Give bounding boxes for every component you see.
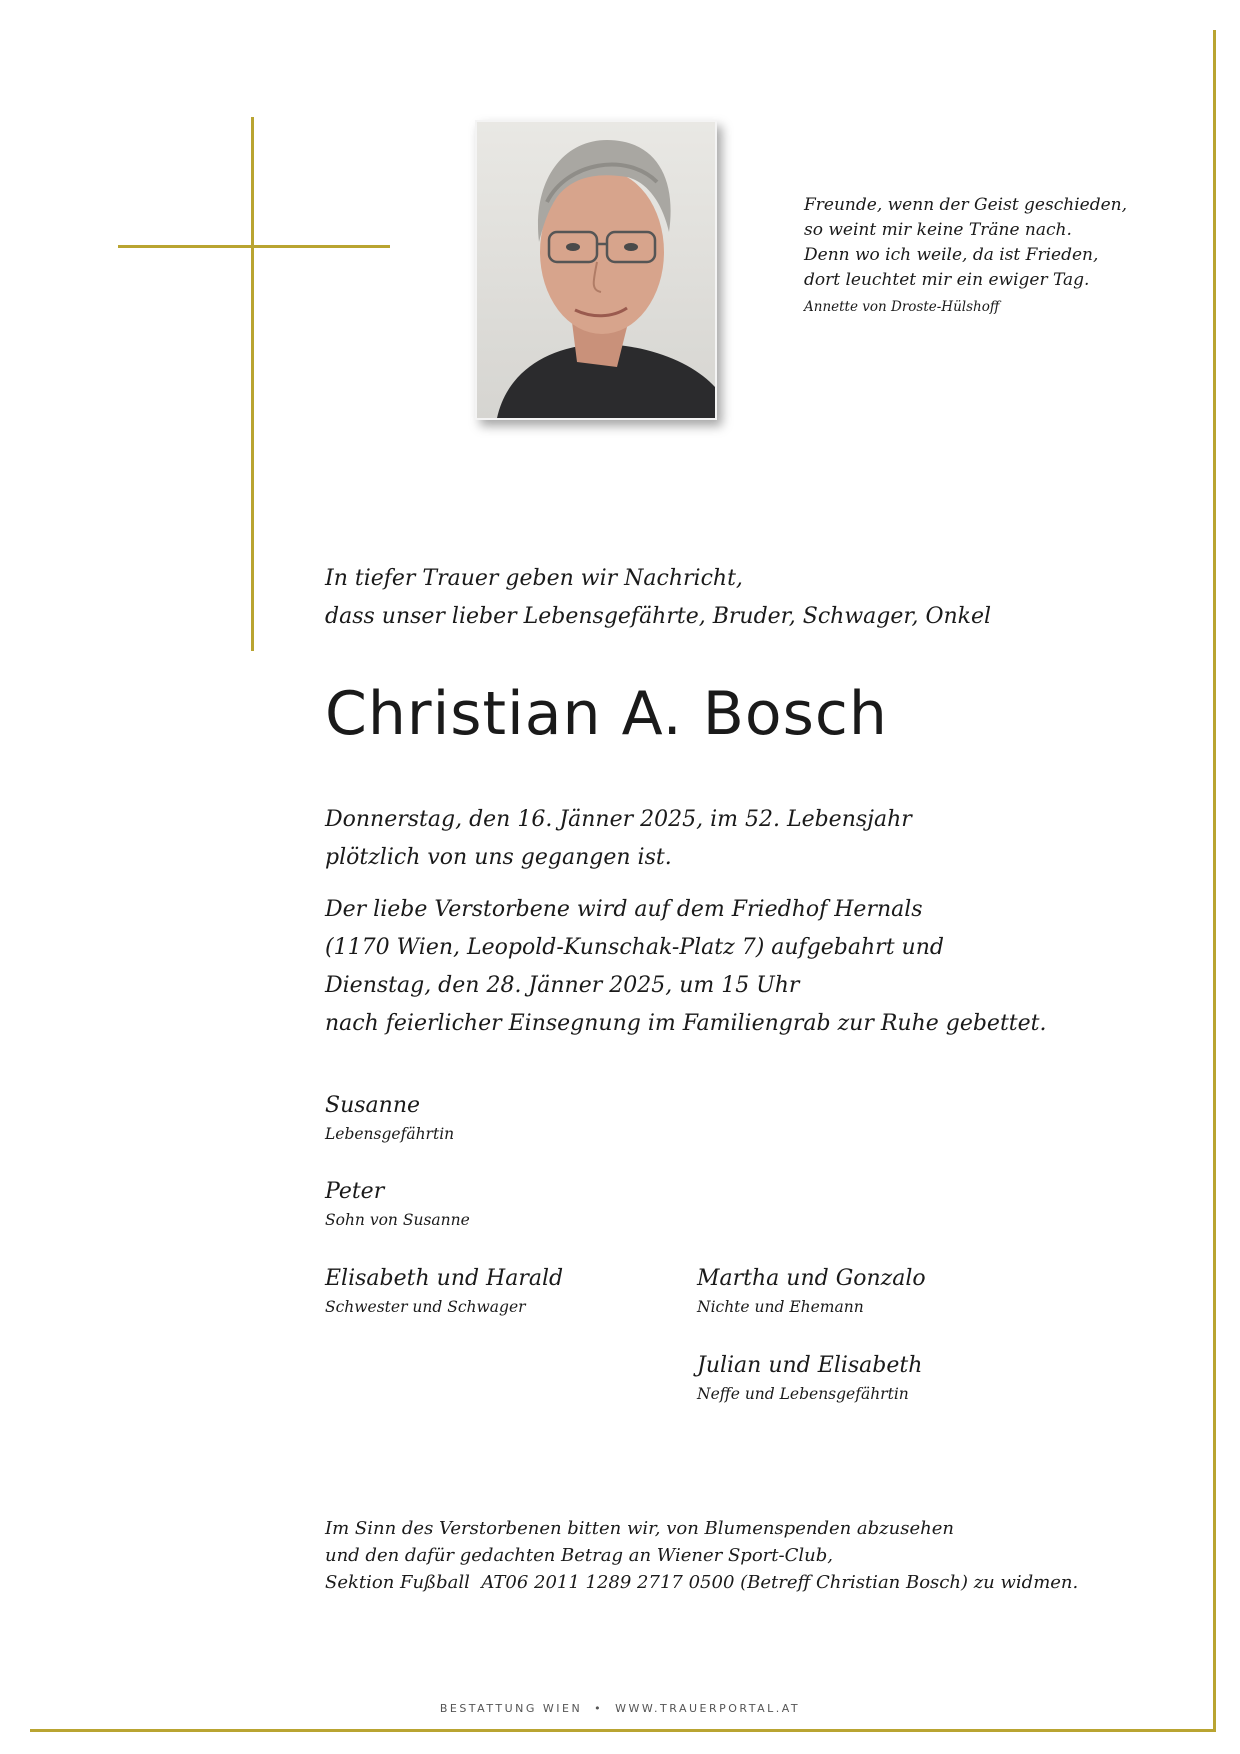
quote-line: dort leuchtet mir ein ewiger Tag.: [804, 270, 1090, 290]
donation-line: und den dafür gedachten Betrag an Wiener Sport-Club,: [325, 1545, 833, 1566]
mourner-entry: [325, 1264, 563, 1318]
intro-line: dass unser lieber Lebensgefährte, Bruder, Schwager, Onkel: [325, 604, 992, 629]
quote-author: Annette von Droste-Hülshoff: [804, 299, 1000, 315]
funeral-info-line: nach feierlicher Einsegnung im Familiengrab zur Ruhe gebettet.: [325, 1011, 1047, 1036]
mourner-role: Neffe und Lebensgefährtin: [697, 1385, 909, 1403]
quote-block: [804, 193, 1127, 315]
cross-vertical-bar: [251, 117, 254, 651]
mourner-entry: [697, 1264, 926, 1318]
death-info: [325, 801, 912, 877]
mourner-role: Nichte und Ehemann: [697, 1298, 864, 1316]
cross-horizontal-bar: [118, 245, 390, 248]
death-info-line: Donnerstag, den 16. Jänner 2025, im 52. Lebensjahr: [325, 807, 912, 832]
death-info-line: plötzlich von uns gegangen ist.: [325, 845, 672, 870]
mourner-entry: [325, 1177, 470, 1231]
quote-line: so weint mir keine Träne nach.: [804, 220, 1072, 240]
donation-line: Im Sinn des Verstorbenen bitten wir, von Blumenspenden abzusehen: [325, 1518, 954, 1539]
mourner-role: Schwester und Schwager: [325, 1298, 526, 1316]
mourner-name: Elisabeth und Harald: [325, 1266, 564, 1291]
intro-line: In tiefer Trauer geben wir Nachricht,: [325, 566, 743, 591]
mourner-entry: [697, 1351, 922, 1405]
mourner-role: Sohn von Susanne: [325, 1211, 470, 1229]
funeral-info-line: (1170 Wien, Leopold-Kunschak-Platz 7) aufgebahrt und: [325, 935, 944, 960]
donation-line: Sektion Fußball AT06 2011 1289 2717 0500 (Betreff Christian Bosch) zu widmen.: [325, 1572, 1079, 1593]
portrait-photo: [475, 120, 717, 420]
donation-note: [325, 1515, 1078, 1596]
quote-line: Denn wo ich weile, da ist Frieden,: [804, 245, 1099, 265]
deceased-name: Christian A. Bosch: [325, 679, 888, 749]
mourner-name: Peter: [325, 1179, 385, 1204]
border-bottom: [30, 1729, 1216, 1732]
mourner-role: Lebensgefährtin: [325, 1125, 455, 1143]
funeral-info: [325, 891, 1047, 1043]
mourner-name: Susanne: [325, 1093, 421, 1118]
mourner-name: Martha und Gonzalo: [697, 1266, 926, 1291]
funeral-info-line: Dienstag, den 28. Jänner 2025, um 15 Uhr: [325, 973, 800, 998]
mourner-entry: [325, 1091, 454, 1145]
announcement-intro: [325, 560, 991, 636]
funeral-info-line: Der liebe Verstorbene wird auf dem Friedhof Hernals: [325, 897, 923, 922]
mourner-name: Julian und Elisabeth: [697, 1353, 923, 1378]
quote-line: Freunde, wenn der Geist geschieden,: [804, 195, 1127, 215]
footer-credit: BESTATTUNG WIEN • WWW.TRAUERPORTAL.AT: [439, 1702, 801, 1715]
border-right: [1213, 30, 1216, 1732]
